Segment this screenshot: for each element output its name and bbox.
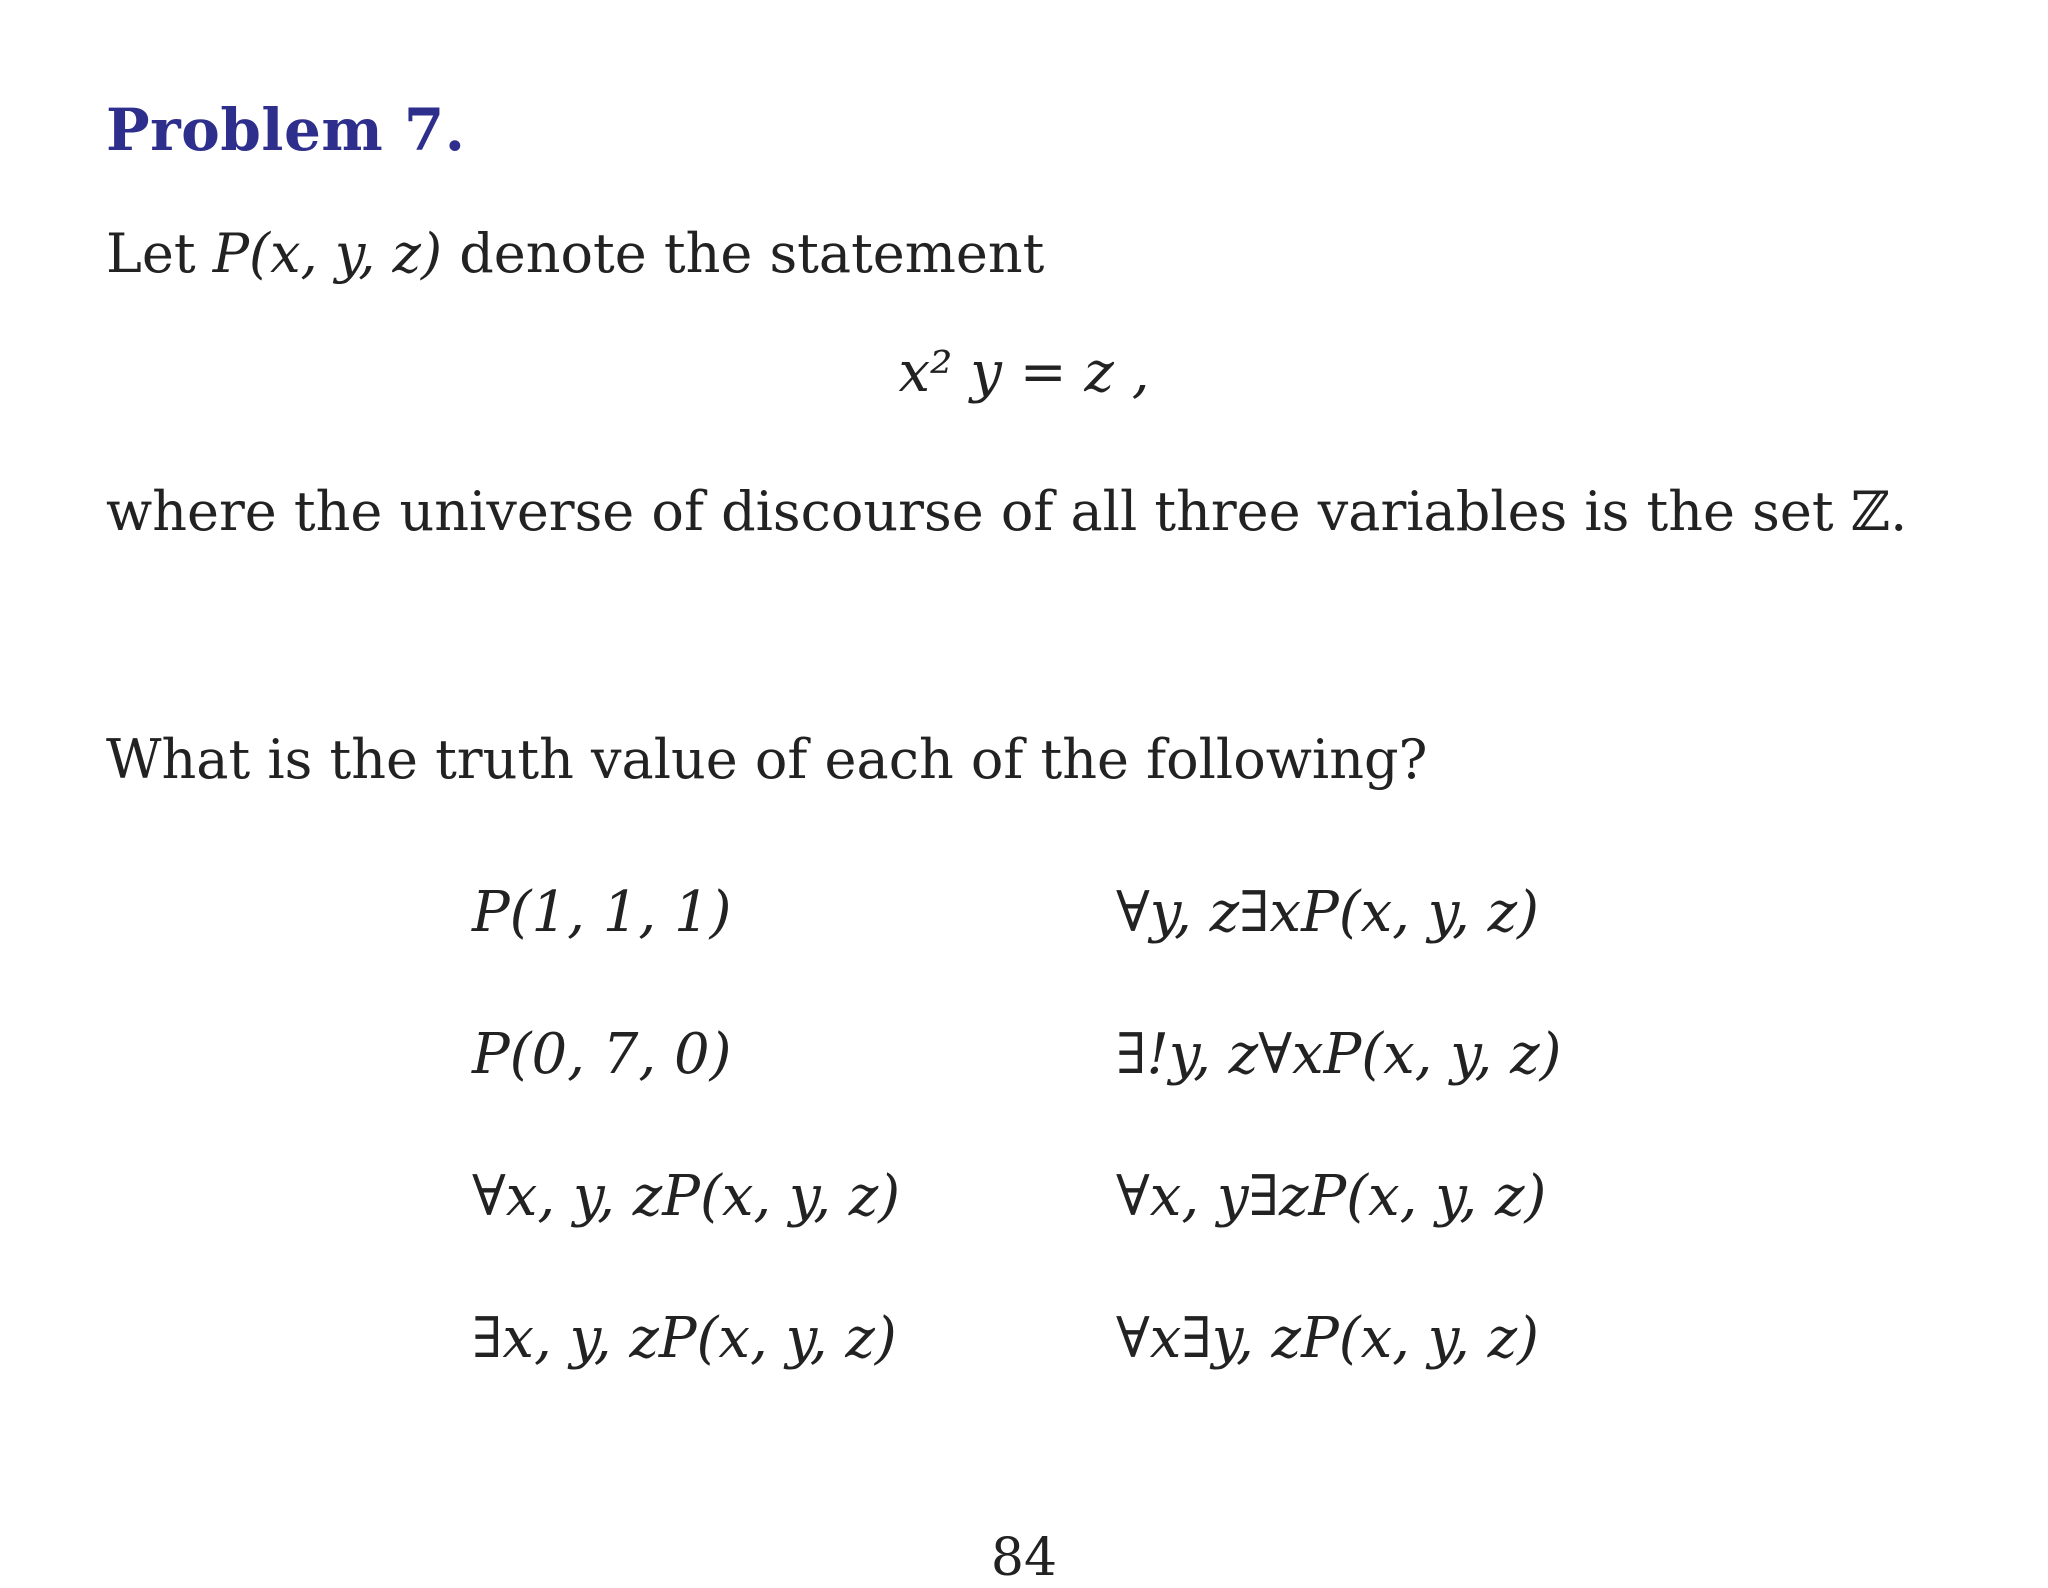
statement-right-1: ∀y, z∃xP(x, y, z) [1116, 880, 1539, 945]
statement-left-4: ∃x, y, zP(x, y, z) [472, 1306, 897, 1371]
statement-left-1: P(1, 1, 1) [472, 880, 732, 945]
statement-equation: x² y = z , [898, 340, 1150, 405]
statement-right-2: ∃!y, z∀xP(x, y, z) [1116, 1022, 1562, 1087]
question-sentence: What is the truth value of each of the following? [106, 728, 1428, 791]
intro-prefix: Let [106, 222, 213, 285]
statement-right-4: ∀x∃y, zP(x, y, z) [1116, 1306, 1539, 1371]
problem-title: Problem 7. [106, 96, 466, 164]
intro-sentence [106, 222, 1044, 285]
intro-predicate: P(x, y, z) [212, 222, 443, 285]
statement-left-3: ∀x, y, zP(x, y, z) [472, 1164, 901, 1229]
statement-right-3: ∀x, y∃zP(x, y, z) [1116, 1164, 1547, 1229]
intro-suffix: denote the statement [442, 222, 1045, 285]
universe-sentence: where the universe of discourse of all three variables is the set ℤ. [106, 480, 1908, 543]
page-number: 84 [990, 1528, 1058, 1588]
statement-left-2: P(0, 7, 0) [472, 1022, 732, 1087]
